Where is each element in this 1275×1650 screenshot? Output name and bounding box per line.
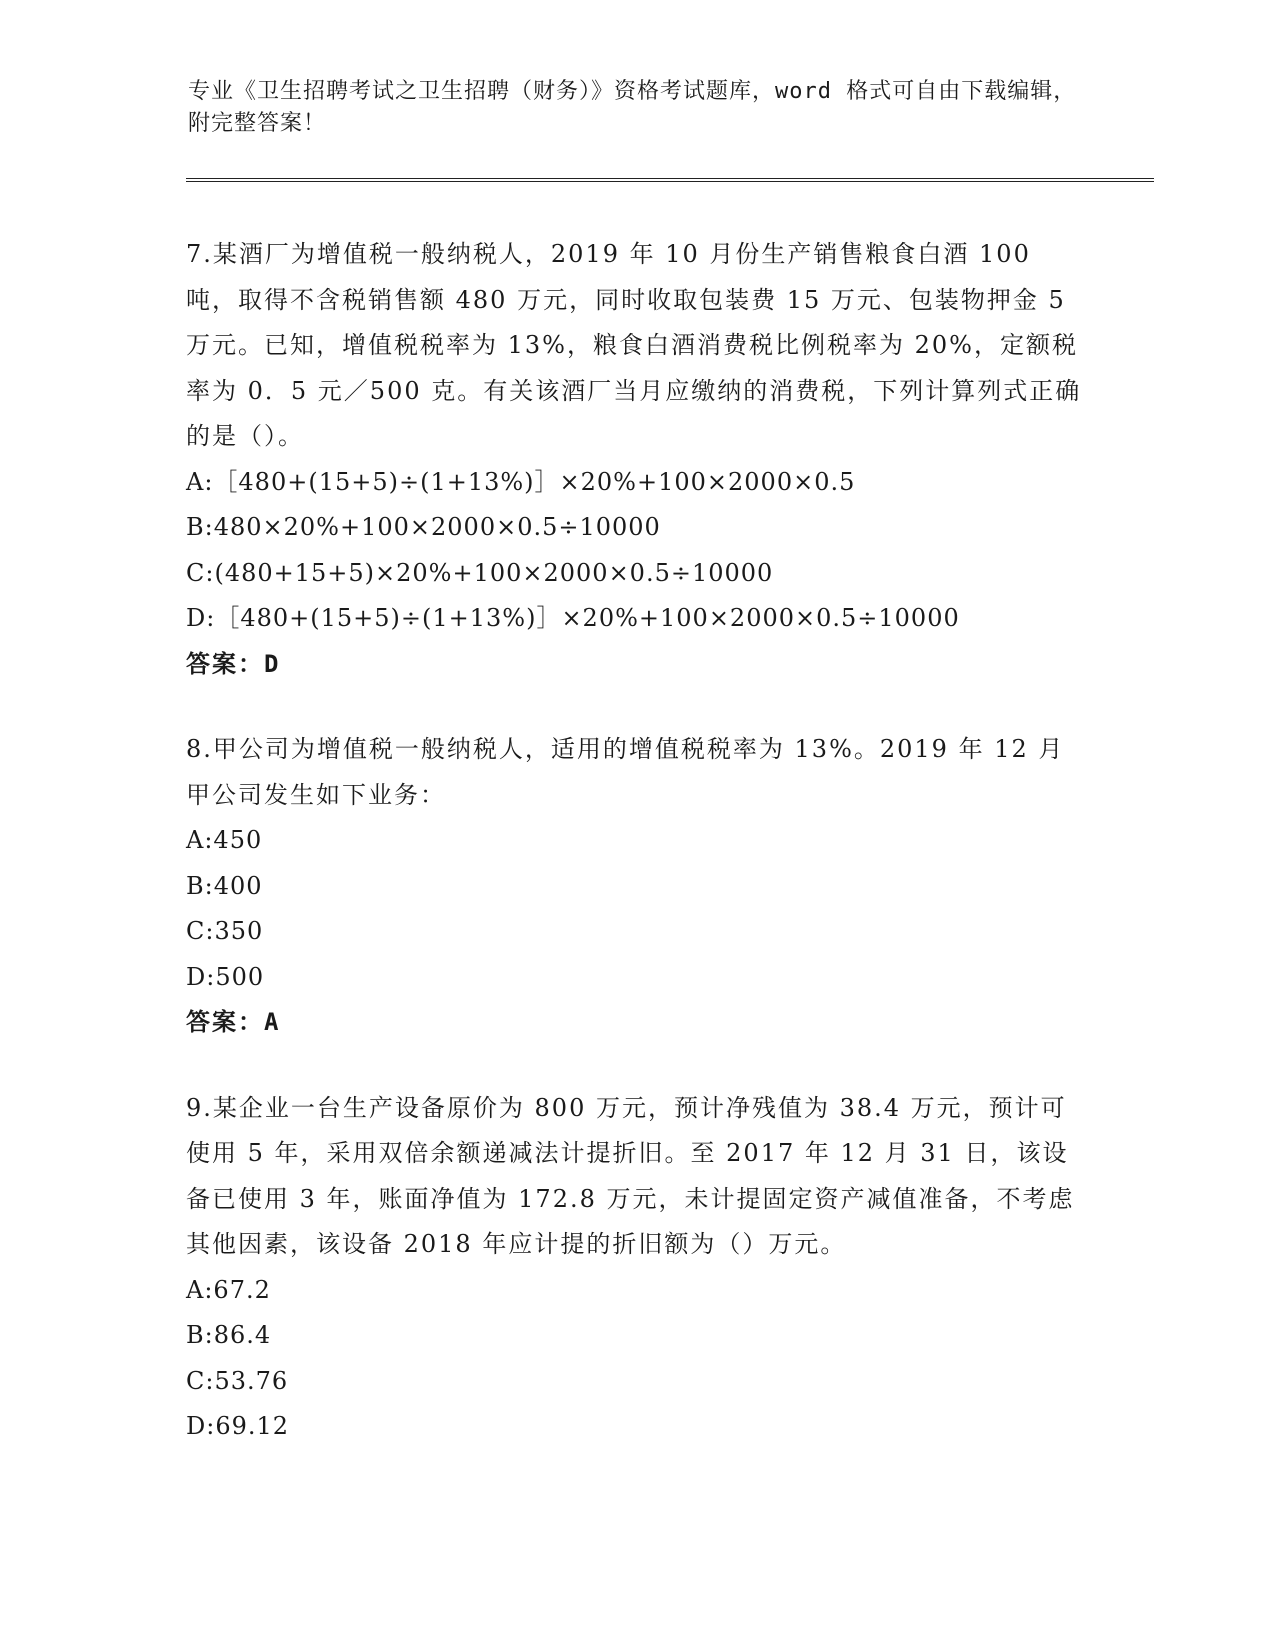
option-b: B:400 bbox=[186, 871, 263, 900]
option-c: C:53.76 bbox=[186, 1366, 289, 1395]
option-list bbox=[186, 460, 1086, 642]
option-b: B:86.4 bbox=[186, 1321, 272, 1349]
question-9 bbox=[186, 1086, 1086, 1450]
question-7 bbox=[186, 232, 1086, 687]
question-list bbox=[186, 232, 1086, 1490]
question-8 bbox=[186, 727, 1086, 1046]
document-header: 专业《卫生招聘考试之卫生招聘（财务）》资格考试题库，word 格式可自由下载编辑，附完整答案！ bbox=[188, 79, 1077, 136]
option-list bbox=[186, 818, 1086, 1000]
option-list bbox=[186, 1268, 1086, 1450]
question-stem: 7.某酒厂为增值税一般纳税人，2019 年 10 月份生产销售粮食白酒 100 吨，取得不含税销售额 480 万元，同时收取包装费 15 万元、包装物押金 5 万元。已知，增值税税率为 13%，粮食白酒消费税比例税率为 20%，定额税率为 0．5 元／500 克。有关该酒厂当月应缴纳的消费税，下列计算列式正确的是（）。 bbox=[186, 240, 1082, 450]
option-a: A:67.2 bbox=[186, 1275, 271, 1304]
option-d: D:500 bbox=[186, 962, 265, 991]
question-stem: 9.某企业一台生产设备原价为 800 万元，预计净残值为 38.4 万元，预计可使用 5 年，采用双倍余额递减法计提折旧。至 2017 年 12 月 31 日，该设备已使用 3 年，账面净值为 172.8 万元，未计提固定资产减值准备，不考虑其他因素，该设备 2018 年应计提的折旧额为（）万元。 bbox=[186, 1093, 1075, 1258]
header-divider bbox=[186, 178, 1154, 182]
answer-line: 答案：D bbox=[186, 649, 281, 678]
question-stem: 8.甲公司为增值税一般纳税人，适用的增值税税率为 13%。2019 年 12 月甲公司发生如下业务： bbox=[186, 735, 1065, 809]
option-d: D:69.12 bbox=[186, 1412, 290, 1440]
option-c: C:(480+15+5)×20%+100×2000×0.5÷10000 bbox=[186, 558, 774, 587]
option-d: D:［480+(15+5)÷(1+13%)］×20%+100×2000×0.5÷10000 bbox=[186, 604, 960, 632]
option-c: C:350 bbox=[186, 917, 264, 945]
option-a: A:450 bbox=[186, 826, 263, 854]
answer-line: 答案：A bbox=[186, 1008, 281, 1036]
option-b: B:480×20%+100×2000×0.5÷10000 bbox=[186, 513, 661, 541]
option-a: A:［480+(15+5)÷(1+13%)］×20%+100×2000×0.5 bbox=[186, 467, 856, 496]
